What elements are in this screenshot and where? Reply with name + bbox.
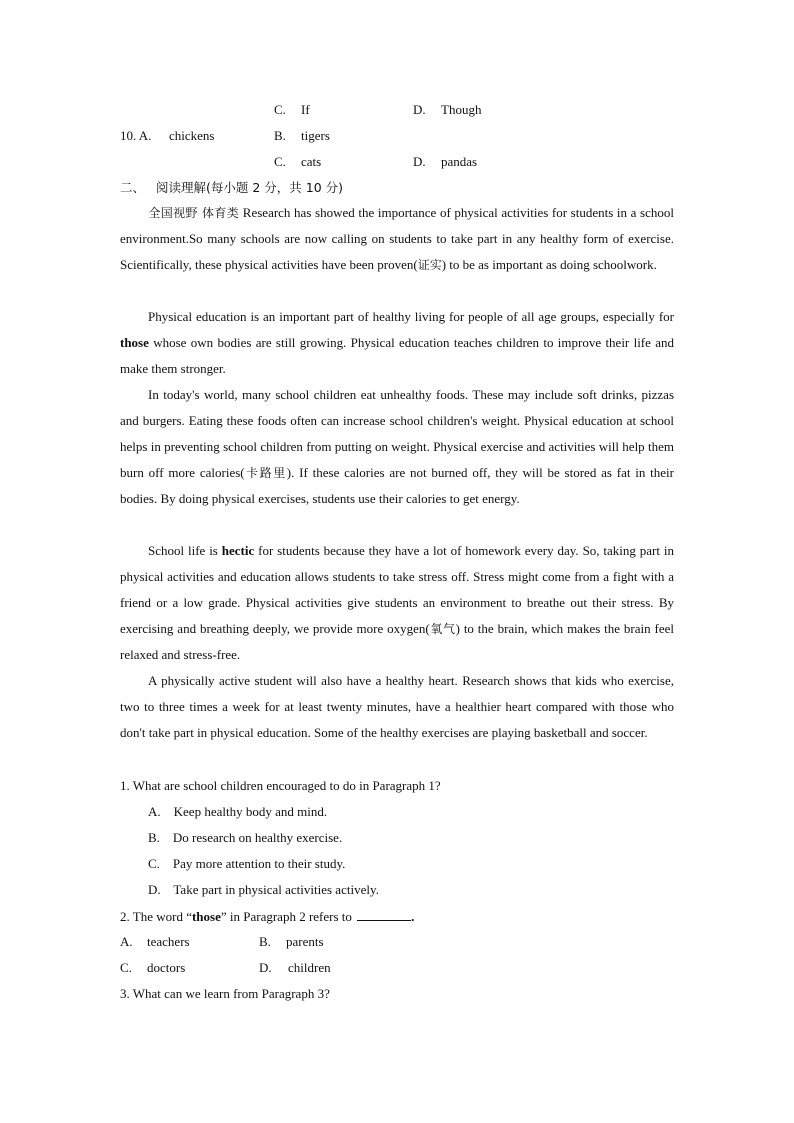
q2-option-c-letter: C.	[120, 960, 132, 975]
q1-option-d: D. Take part in physical activities actively.	[148, 882, 379, 897]
q10-option-d-letter: D.	[413, 154, 426, 169]
q10-option-d-text: pandas	[441, 154, 478, 169]
q2-stem: 2. The word “those” in Paragraph 2 refers to .	[120, 909, 415, 924]
q2-option-c-text: doctors	[147, 960, 186, 975]
section-number: 二、	[120, 180, 146, 195]
q10-number: 10. A.	[120, 128, 152, 143]
bold-word-those: those	[120, 335, 149, 350]
q10-option-b-letter: B.	[274, 128, 286, 143]
passage-paragraph-2: Physical education is an important part of healthy living for people of all age groups, especially for those whose own bodies are still growing. Physical education teaches children to improve their life and make them stronger.	[120, 309, 674, 376]
q9-option-c-letter: C.	[274, 102, 286, 117]
section-title: 阅读理解(每小题 2 分，共 10 分)	[156, 180, 344, 195]
q10-option-a-text: chickens	[169, 128, 215, 143]
q9-option-d-text: Though	[441, 102, 482, 117]
q2-option-b-text: parents	[286, 934, 324, 949]
passage-tag: 全国视野 体育类	[148, 206, 240, 220]
passage-paragraph-1: 全国视野 体育类 Research has showed the importance of physical activities for students in a school environment.So many schools are now calling on students to take part in any healthy form of exercise. Scientifically, these physical activities have been proven(证实) to be as important as doing schoolwork.	[120, 205, 674, 272]
q2-option-a-text: teachers	[147, 934, 190, 949]
q2-option-b-letter: B.	[259, 934, 271, 949]
passage-paragraph-5: A physically active student will also have a healthy heart. Research shows that kids who exercise, two to three times a week for at least twenty minutes, have a healthier heart compared with those who don't take part in physical education. Some of the healthy exercises are playing basketball and soccer.	[120, 673, 674, 740]
q1-option-a: A. Keep healthy body and mind.	[148, 804, 328, 819]
q1-option-b: B. Do research on healthy exercise.	[148, 830, 343, 845]
q2-option-d-text: children	[288, 960, 331, 975]
q1-stem: 1. What are school children encouraged to do in Paragraph 1?	[120, 778, 441, 793]
q10-option-b-text: tigers	[301, 128, 330, 143]
q3-stem: 3. What can we learn from Paragraph 3?	[120, 986, 330, 1001]
q2-option-a-letter: A.	[120, 934, 133, 949]
passage-paragraph-3: In today's world, many school children eat unhealthy foods. These may include soft drinks, pizzas and burgers. Eating these foods often can increase school children's weight. Physical education at school helps in preventing school children from putting on weight. Physical exercise and activities will help them burn off more calories(卡路里). If these calories are not burned off, they will be stored as fat in their bodies. By doing physical exercises, students use their calories to get energy.	[120, 387, 674, 506]
passage-paragraph-4: School life is hectic for students because they have a lot of homework every day. So, taking part in physical activities and education allows students to take stress off. Stress might come from a fight with a friend or a low grade. Physical activities give students an environment to breathe out their stress. By exercising and breathing deeply, we provide more oxygen(氧气) to the brain, which makes the brain feel relaxed and stress-free.	[120, 543, 674, 662]
q9-option-c-text: If	[301, 102, 310, 117]
q9-option-d-letter: D.	[413, 102, 426, 117]
q2-bold-word: those	[191, 909, 221, 924]
answer-blank	[357, 908, 411, 921]
q2-option-d-letter: D.	[259, 960, 272, 975]
q1-option-c: C. Pay more attention to their study.	[148, 856, 346, 871]
q10-option-c-text: cats	[301, 154, 322, 169]
q10-option-c-letter: C.	[274, 154, 286, 169]
bold-word-hectic: hectic	[221, 543, 255, 558]
